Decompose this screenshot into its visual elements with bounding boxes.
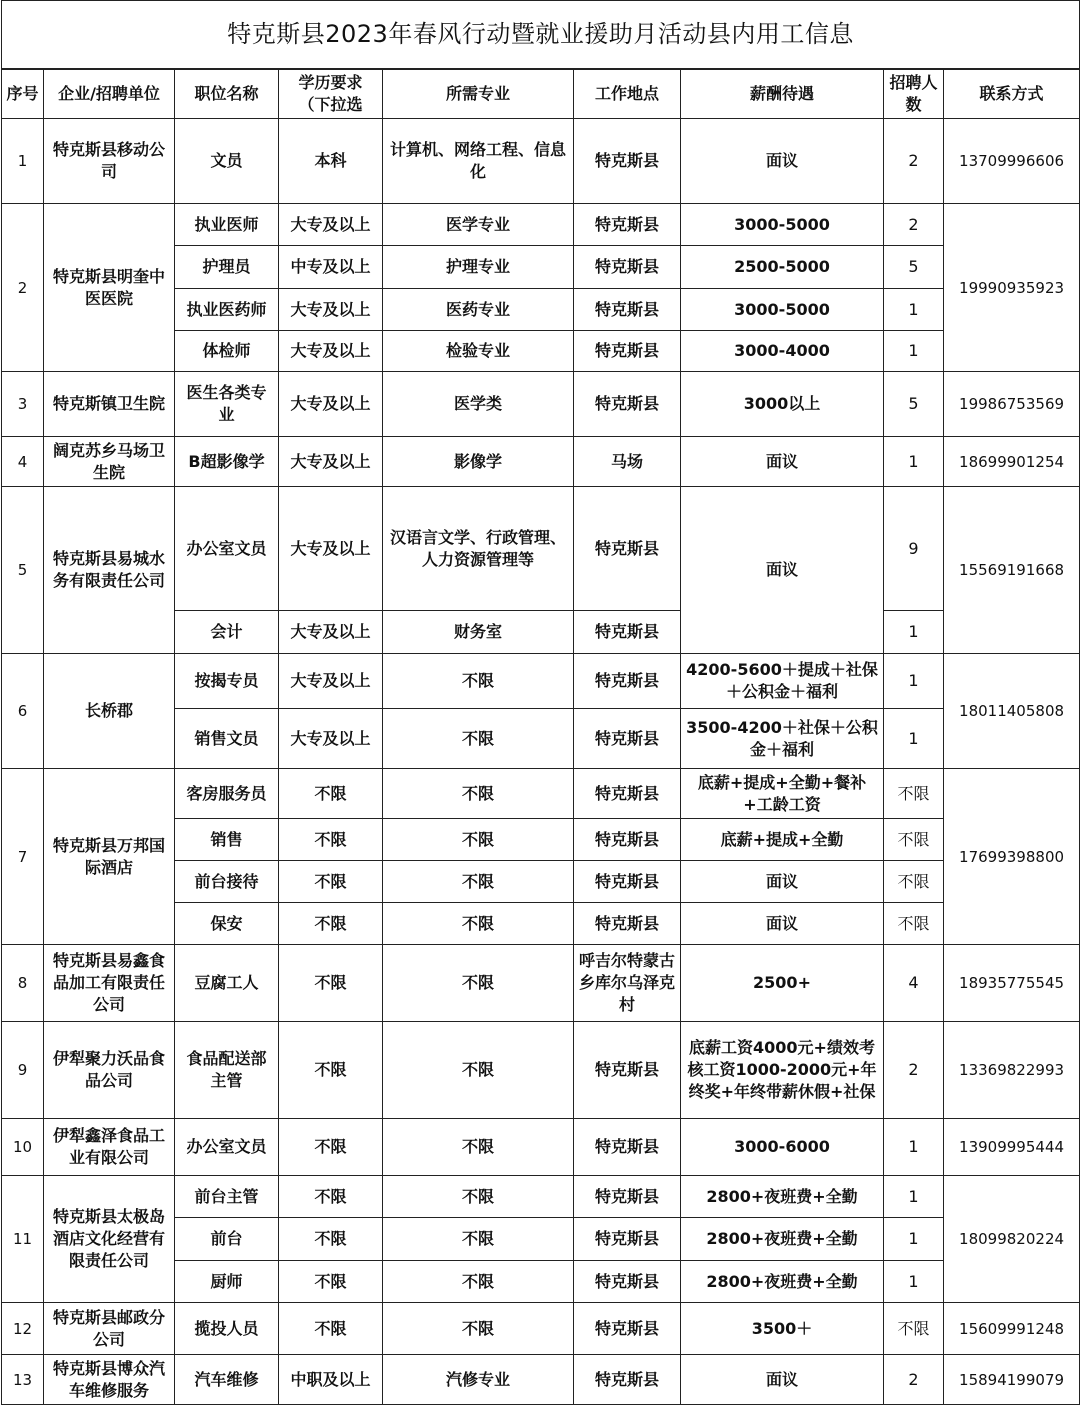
work-location: 特克斯县 <box>574 654 681 709</box>
table-row <box>2 654 1080 709</box>
education-requirement: 不限 <box>279 1261 383 1303</box>
position-name: 医生各类专业 <box>175 372 279 437</box>
position-name: 厨师 <box>175 1261 279 1303</box>
headcount: 1 <box>884 1261 944 1303</box>
work-location: 特克斯县 <box>574 1218 681 1261</box>
salary: 3000以上 <box>681 372 884 437</box>
employer-name: 特克斯县移动公司 <box>44 119 175 204</box>
row-seq: 7 <box>2 769 44 945</box>
recruitment-table <box>1 0 1080 1405</box>
education-requirement: 中专及以上 <box>279 246 383 289</box>
salary: 2500-5000 <box>681 246 884 289</box>
salary: 3500＋ <box>681 1303 884 1355</box>
table-row <box>2 1022 1080 1119</box>
required-major: 医学专业 <box>383 204 574 246</box>
row-seq: 5 <box>2 487 44 654</box>
position-name: 销售文员 <box>175 709 279 769</box>
education-requirement: 大专及以上 <box>279 487 383 611</box>
contact-phone: 13709996606 <box>944 119 1080 204</box>
headcount: 1 <box>884 654 944 709</box>
headcount: 不限 <box>884 769 944 819</box>
work-location: 特克斯县 <box>574 769 681 819</box>
contact-phone: 17699398800 <box>944 769 1080 945</box>
salary: 3500-4200＋社保＋公积金＋福利 <box>681 709 884 769</box>
header-position: 职位名称 <box>175 69 279 119</box>
table-row <box>2 119 1080 204</box>
employer-name: 特克斯县万邦国际酒店 <box>44 769 175 945</box>
headcount: 不限 <box>884 819 944 861</box>
employer-name: 特克斯镇卫生院 <box>44 372 175 437</box>
position-name: 前台 <box>175 1218 279 1261</box>
employer-name: 特克斯县邮政分公司 <box>44 1303 175 1355</box>
row-seq: 11 <box>2 1176 44 1303</box>
row-seq: 3 <box>2 372 44 437</box>
salary: 底薪+提成+全勤+餐补+工龄工资 <box>681 769 884 819</box>
required-major: 不限 <box>383 654 574 709</box>
salary: 面议 <box>681 437 884 487</box>
headcount: 1 <box>884 331 944 372</box>
position-name: B超影像学 <box>175 437 279 487</box>
header-contact: 联系方式 <box>944 69 1080 119</box>
headcount: 4 <box>884 945 944 1022</box>
position-name: 销售 <box>175 819 279 861</box>
table-row <box>2 1176 1080 1218</box>
work-location: 特克斯县 <box>574 204 681 246</box>
position-name: 揽投人员 <box>175 1303 279 1355</box>
contact-phone: 15609991248 <box>944 1303 1080 1355</box>
row-seq: 12 <box>2 1303 44 1355</box>
contact-phone: 18699901254 <box>944 437 1080 487</box>
education-requirement: 本科 <box>279 119 383 204</box>
required-major: 医药专业 <box>383 289 574 331</box>
row-seq: 2 <box>2 204 44 372</box>
header-edu: 学历要求（下拉选 <box>279 69 383 119</box>
table-row <box>2 372 1080 437</box>
employer-name: 阔克苏乡马场卫生院 <box>44 437 175 487</box>
position-name: 客房服务员 <box>175 769 279 819</box>
work-location: 特克斯县 <box>574 861 681 903</box>
position-name: 保安 <box>175 903 279 945</box>
salary: 底薪+提成+全勤 <box>681 819 884 861</box>
row-seq: 10 <box>2 1119 44 1176</box>
position-name: 体检师 <box>175 331 279 372</box>
headcount: 1 <box>884 1218 944 1261</box>
contact-phone: 13909995444 <box>944 1119 1080 1176</box>
salary: 4200-5600＋提成＋社保＋公积金＋福利 <box>681 654 884 709</box>
employer-name: 特克斯县明奎中医医院 <box>44 204 175 372</box>
table-row <box>2 487 1080 611</box>
work-location: 特克斯县 <box>574 372 681 437</box>
salary: 3000-5000 <box>681 204 884 246</box>
table-row <box>2 1303 1080 1355</box>
required-major: 不限 <box>383 819 574 861</box>
required-major: 不限 <box>383 861 574 903</box>
salary: 面议 <box>681 119 884 204</box>
salary: 3000-5000 <box>681 289 884 331</box>
required-major: 汽修专业 <box>383 1355 574 1405</box>
position-name: 前台主管 <box>175 1176 279 1218</box>
table-body <box>2 1 1080 1405</box>
required-major: 汉语言文学、行政管理、人力资源管理等 <box>383 487 574 611</box>
required-major: 不限 <box>383 1218 574 1261</box>
work-location: 特克斯县 <box>574 1355 681 1405</box>
headcount: 1 <box>884 289 944 331</box>
required-major: 财务室 <box>383 611 574 654</box>
employer-name: 特克斯县易城水务有限责任公司 <box>44 487 175 654</box>
contact-phone: 19986753569 <box>944 372 1080 437</box>
employer-name: 特克斯县太极岛酒店文化经营有限责任公司 <box>44 1176 175 1303</box>
work-location: 特克斯县 <box>574 119 681 204</box>
education-requirement: 大专及以上 <box>279 372 383 437</box>
education-requirement: 不限 <box>279 1119 383 1176</box>
education-requirement: 不限 <box>279 861 383 903</box>
required-major: 不限 <box>383 709 574 769</box>
work-location: 特克斯县 <box>574 487 681 611</box>
row-seq: 6 <box>2 654 44 769</box>
required-major: 不限 <box>383 1303 574 1355</box>
contact-phone: 15894199079 <box>944 1355 1080 1405</box>
header-seq: 序号 <box>2 69 44 119</box>
employer-name: 伊犁聚力沃品食品公司 <box>44 1022 175 1119</box>
row-seq: 13 <box>2 1355 44 1405</box>
education-requirement: 中职及以上 <box>279 1355 383 1405</box>
position-name: 执业医师 <box>175 204 279 246</box>
salary: 面议 <box>681 487 884 654</box>
work-location: 特克斯县 <box>574 331 681 372</box>
header-salary: 薪酬待遇 <box>681 69 884 119</box>
salary: 3000-4000 <box>681 331 884 372</box>
headcount: 9 <box>884 487 944 611</box>
row-seq: 9 <box>2 1022 44 1119</box>
education-requirement: 大专及以上 <box>279 289 383 331</box>
required-major: 不限 <box>383 1261 574 1303</box>
header-count: 招聘人数 <box>884 69 944 119</box>
position-name: 护理员 <box>175 246 279 289</box>
position-name: 会计 <box>175 611 279 654</box>
salary: 2500+ <box>681 945 884 1022</box>
required-major: 医学类 <box>383 372 574 437</box>
contact-phone: 13369822993 <box>944 1022 1080 1119</box>
headcount: 1 <box>884 1176 944 1218</box>
work-location: 特克斯县 <box>574 1176 681 1218</box>
salary: 3000-6000 <box>681 1119 884 1176</box>
header-major: 所需专业 <box>383 69 574 119</box>
salary: 2800+夜班费+全勤 <box>681 1261 884 1303</box>
position-name: 执业医药师 <box>175 289 279 331</box>
work-location: 特克斯县 <box>574 903 681 945</box>
required-major: 计算机、网络工程、信息化 <box>383 119 574 204</box>
salary: 2800+夜班费+全勤 <box>681 1218 884 1261</box>
row-seq: 1 <box>2 119 44 204</box>
required-major: 不限 <box>383 1022 574 1119</box>
headcount: 1 <box>884 1119 944 1176</box>
headcount: 2 <box>884 204 944 246</box>
contact-phone: 18099820224 <box>944 1176 1080 1303</box>
position-name: 按揭专员 <box>175 654 279 709</box>
headcount: 1 <box>884 611 944 654</box>
table-row <box>2 1119 1080 1176</box>
education-requirement: 不限 <box>279 1218 383 1261</box>
table-row <box>2 1355 1080 1405</box>
contact-phone: 18935775545 <box>944 945 1080 1022</box>
contact-phone: 18011405808 <box>944 654 1080 769</box>
contact-phone: 15569191668 <box>944 487 1080 654</box>
position-name: 食品配送部主管 <box>175 1022 279 1119</box>
required-major: 护理专业 <box>383 246 574 289</box>
row-seq: 4 <box>2 437 44 487</box>
table-row <box>2 945 1080 1022</box>
employer-name: 特克斯县易鑫食品加工有限责任公司 <box>44 945 175 1022</box>
employer-name: 伊犁鑫泽食品工业有限公司 <box>44 1119 175 1176</box>
headcount: 1 <box>884 709 944 769</box>
education-requirement: 不限 <box>279 903 383 945</box>
work-location: 特克斯县 <box>574 1303 681 1355</box>
work-location: 特克斯县 <box>574 709 681 769</box>
headcount: 1 <box>884 437 944 487</box>
required-major: 检验专业 <box>383 331 574 372</box>
position-name: 豆腐工人 <box>175 945 279 1022</box>
headcount: 2 <box>884 1022 944 1119</box>
contact-phone: 19990935923 <box>944 204 1080 372</box>
required-major: 不限 <box>383 945 574 1022</box>
education-requirement: 大专及以上 <box>279 611 383 654</box>
headcount: 不限 <box>884 1303 944 1355</box>
header-location: 工作地点 <box>574 69 681 119</box>
position-name: 前台接待 <box>175 861 279 903</box>
required-major: 不限 <box>383 1119 574 1176</box>
salary: 底薪工资4000元+绩效考核工资1000-2000元+年终奖+年终带薪休假+社保 <box>681 1022 884 1119</box>
education-requirement: 不限 <box>279 1022 383 1119</box>
education-requirement: 大专及以上 <box>279 204 383 246</box>
salary: 面议 <box>681 903 884 945</box>
headcount: 不限 <box>884 903 944 945</box>
education-requirement: 大专及以上 <box>279 437 383 487</box>
salary: 面议 <box>681 861 884 903</box>
work-location: 特克斯县 <box>574 246 681 289</box>
headcount: 2 <box>884 1355 944 1405</box>
work-location: 特克斯县 <box>574 1119 681 1176</box>
position-name: 汽车维修 <box>175 1355 279 1405</box>
table-row <box>2 437 1080 487</box>
title-row <box>2 1 1080 69</box>
education-requirement: 不限 <box>279 945 383 1022</box>
header-row <box>2 69 1080 119</box>
education-requirement: 不限 <box>279 1176 383 1218</box>
headcount: 5 <box>884 372 944 437</box>
education-requirement: 不限 <box>279 819 383 861</box>
work-location: 马场 <box>574 437 681 487</box>
required-major: 不限 <box>383 903 574 945</box>
work-location: 特克斯县 <box>574 1022 681 1119</box>
education-requirement: 大专及以上 <box>279 709 383 769</box>
education-requirement: 大专及以上 <box>279 331 383 372</box>
required-major: 不限 <box>383 769 574 819</box>
position-name: 办公室文员 <box>175 1119 279 1176</box>
salary: 面议 <box>681 1355 884 1405</box>
required-major: 不限 <box>383 1176 574 1218</box>
table-row <box>2 204 1080 246</box>
required-major: 影像学 <box>383 437 574 487</box>
position-name: 文员 <box>175 119 279 204</box>
education-requirement: 不限 <box>279 1303 383 1355</box>
work-location: 呼吉尔特蒙古乡库尔乌泽克村 <box>574 945 681 1022</box>
headcount: 不限 <box>884 861 944 903</box>
table-row <box>2 769 1080 819</box>
header-unit: 企业/招聘单位 <box>44 69 175 119</box>
work-location: 特克斯县 <box>574 289 681 331</box>
work-location: 特克斯县 <box>574 611 681 654</box>
headcount: 2 <box>884 119 944 204</box>
salary: 2800+夜班费+全勤 <box>681 1176 884 1218</box>
headcount: 5 <box>884 246 944 289</box>
education-requirement: 大专及以上 <box>279 654 383 709</box>
work-location: 特克斯县 <box>574 1261 681 1303</box>
education-requirement: 不限 <box>279 769 383 819</box>
page-title: 特克斯县2023年春风行动暨就业援助月活动县内用工信息 <box>2 1 1080 69</box>
row-seq: 8 <box>2 945 44 1022</box>
position-name: 办公室文员 <box>175 487 279 611</box>
employer-name: 长桥郡 <box>44 654 175 769</box>
work-location: 特克斯县 <box>574 819 681 861</box>
employer-name: 特克斯县博众汽车维修服务 <box>44 1355 175 1405</box>
